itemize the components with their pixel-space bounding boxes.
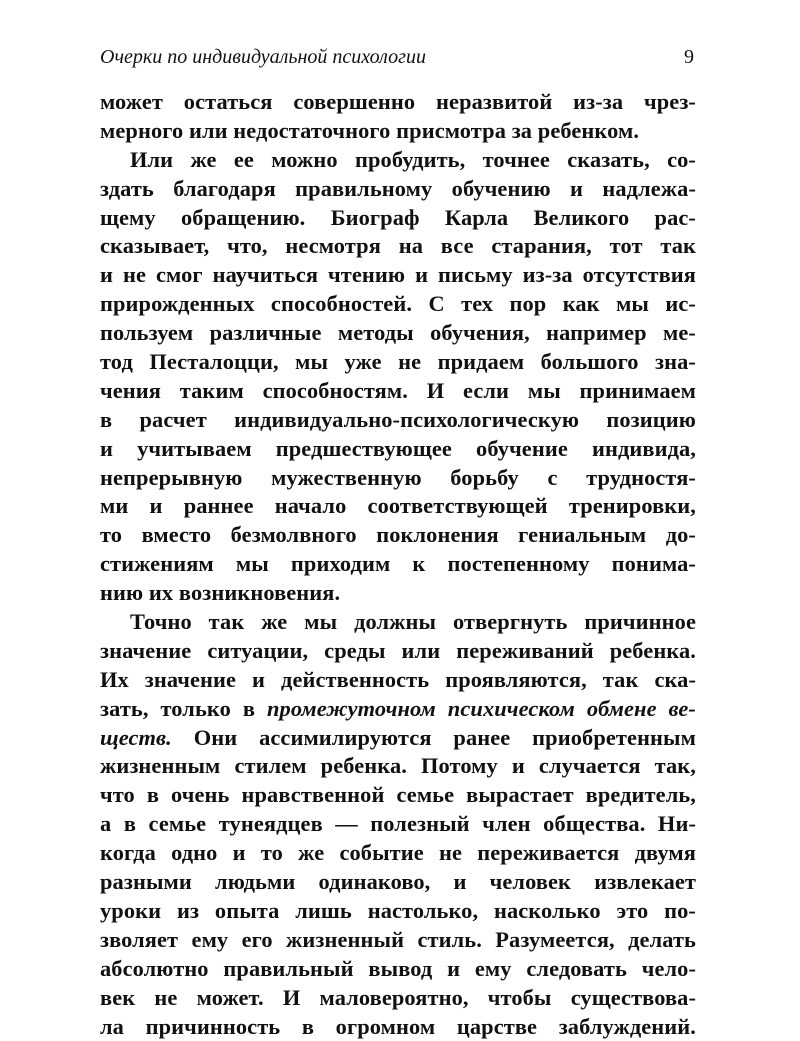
text-line: сказывает, что, несмотря на все старания, тот так xyxy=(100,232,696,261)
text-line: непрерывную мужественную борьбу с трудностя- xyxy=(100,464,696,493)
text-line: абсолютно правильный вывод и ему следовать чело- xyxy=(100,955,696,984)
text-line: щему обращению. Биограф Карла Великого рас- xyxy=(100,204,696,233)
text-line: Их значение и действенность проявляются, так ска- xyxy=(100,666,696,695)
text-line: чения таким способностям. И если мы принимаем xyxy=(100,377,696,406)
text-line: разными людьми одинаково, и человек извлекает xyxy=(100,868,696,897)
text-line: зволяет ему его жизненный стиль. Разумеется, делать xyxy=(100,926,696,955)
text-line xyxy=(100,724,696,753)
text-line: здать благодаря правильному обучению и надлежа- xyxy=(100,175,696,204)
text-line: в расчет индивидуально-психологическую позицию xyxy=(100,406,696,435)
text-line: мерного или недостаточного присмотра за ребенком. xyxy=(100,117,696,146)
text-line: и не смог научиться чтению и письму из-за отсутствия xyxy=(100,261,696,290)
body-text xyxy=(100,88,696,1041)
running-header xyxy=(100,40,696,74)
text-line: а в семье тунеядцев — полезный член общества. Ни- xyxy=(100,810,696,839)
text-line: пользуем различные методы обучения, например ме- xyxy=(100,319,696,348)
text-line: Точно так же мы должны отвергнуть причинное xyxy=(100,608,696,637)
book-page xyxy=(100,40,696,1041)
text-line: век не может. И маловероятно, чтобы существова- xyxy=(100,984,696,1013)
text-line: прирожденных способностей. С тех пор как мы ис- xyxy=(100,290,696,319)
text-line: тод Песталоцци, мы уже не придаем большого зна- xyxy=(100,348,696,377)
text-line: когда одно и то же событие не переживается двумя xyxy=(100,839,696,868)
text-line xyxy=(100,695,696,724)
text-run: зать, только в xyxy=(100,696,267,721)
text-line: уроки из опыта лишь настолько, насколько это по- xyxy=(100,897,696,926)
italic-phrase: ществ. xyxy=(100,725,172,750)
text-line: ла причинность в огромном царстве заблуждений. xyxy=(100,1013,696,1041)
italic-phrase: промежуточном xyxy=(267,696,448,721)
running-title: Очерки по индивидуальной психологии xyxy=(100,46,426,68)
bold-italic-phrase: психическом xyxy=(448,696,575,721)
text-line: нию их возникновения. xyxy=(100,579,696,608)
text-line: жизненным стилем ребенка. Потому и случается так, xyxy=(100,752,696,781)
text-line: стижениям мы приходим к постепенному понима- xyxy=(100,550,696,579)
text-line: ми и раннее начало соответствующей тренировки, xyxy=(100,492,696,521)
text-line: значение ситуации, среды или переживаний ребенка. xyxy=(100,637,696,666)
text-line: то вместо безмолвного поклонения гениальным до- xyxy=(100,521,696,550)
text-line: может остаться совершенно неразвитой из-за чрез- xyxy=(100,88,696,117)
text-line: что в очень нравственной семье вырастает вредитель, xyxy=(100,781,696,810)
text-run: Они ассимилируются ранее приобретенным xyxy=(172,725,696,750)
text-line: и учитываем предшествующее обучение индивида, xyxy=(100,435,696,464)
italic-phrase: обмене ве- xyxy=(575,696,696,721)
page-number: 9 xyxy=(684,40,694,74)
text-line: Или же ее можно пробудить, точнее сказать, со- xyxy=(100,146,696,175)
